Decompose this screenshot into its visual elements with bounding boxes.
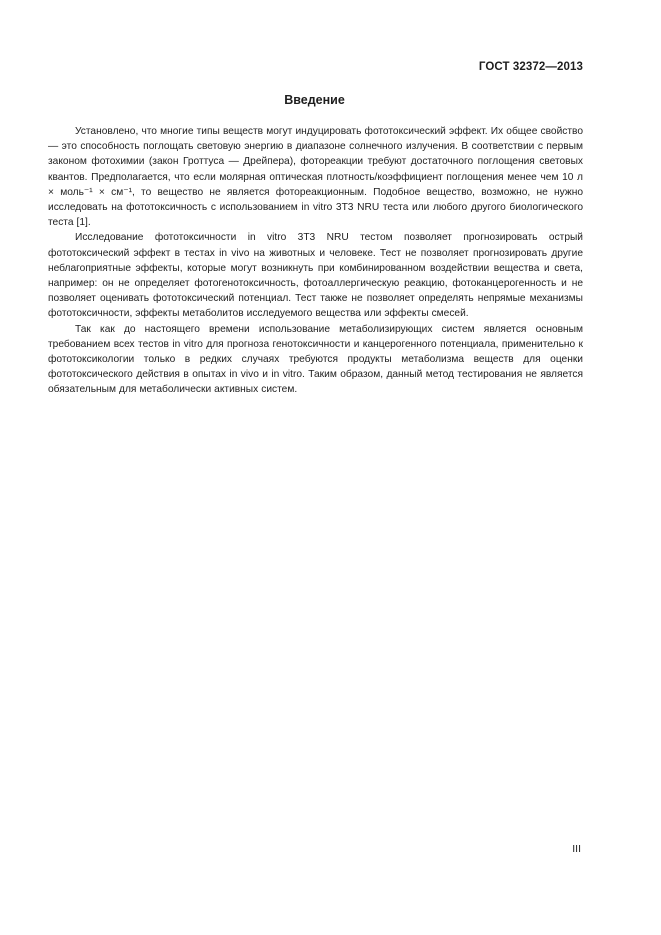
paragraph: Так как до настоящего времени использование метаболизирующих систем является основным требованием всех тестов in vitro для прогноза генотоксичности и канцерогенного потенциала, применительно к фототоксикологии только в редких случаях требуются продукты метаболизма веществ для оценки фототоксического действия в опытах in vivo и in vitro. Таким образом, данный метод тестирования не является обязательным для метаболически активных систем. bbox=[48, 323, 583, 396]
document-code: ГОСТ 32372—2013 bbox=[478, 61, 583, 73]
paragraph: Исследование фототоксичности in vitro 3T3 NRU тестом позволяет прогнозировать острый фототоксический эффект в тестах in vivo на животных и человеке. Тест не позволяет прогнозировать другие неблагоприятные эффекты, которые могут возникнуть при комбинированном воздействии вещества и света, например: он не определяет фотогенотоксичность, фотоаллергическую реакцию, фотоканцерогенность и не позволяет оценивать фототоксический потенциал. Тест также не позволяет определять непрямые механизмы фототоксичности, эффекты метаболитов исследуемого вещества или эффекты смесей. bbox=[48, 232, 583, 320]
page-number: III bbox=[572, 843, 581, 855]
section-title: Введение bbox=[284, 93, 345, 107]
body-text bbox=[48, 124, 583, 398]
paragraph: Установлено, что многие типы веществ могут индуцировать фототоксический эффект. Их общее свойство — это способность поглощать световую энергию в диапазоне солнечного излучения. В соответствии с первым законом фотохимии (закон Гроттуса — Дрейпера), фотореакции требуют достаточного поглощения световых квантов. Предполагается, что если молярная оптическая плотность/коэффициент поглощения менее чем 10 л × моль⁻¹ × см⁻¹, то вещество не является фотореакционным. Подобное вещество, возможно, не нужно исследовать на фототоксичность с использованием in vitro 3T3 NRU теста или любого другого биологического теста [1]. bbox=[48, 126, 583, 229]
